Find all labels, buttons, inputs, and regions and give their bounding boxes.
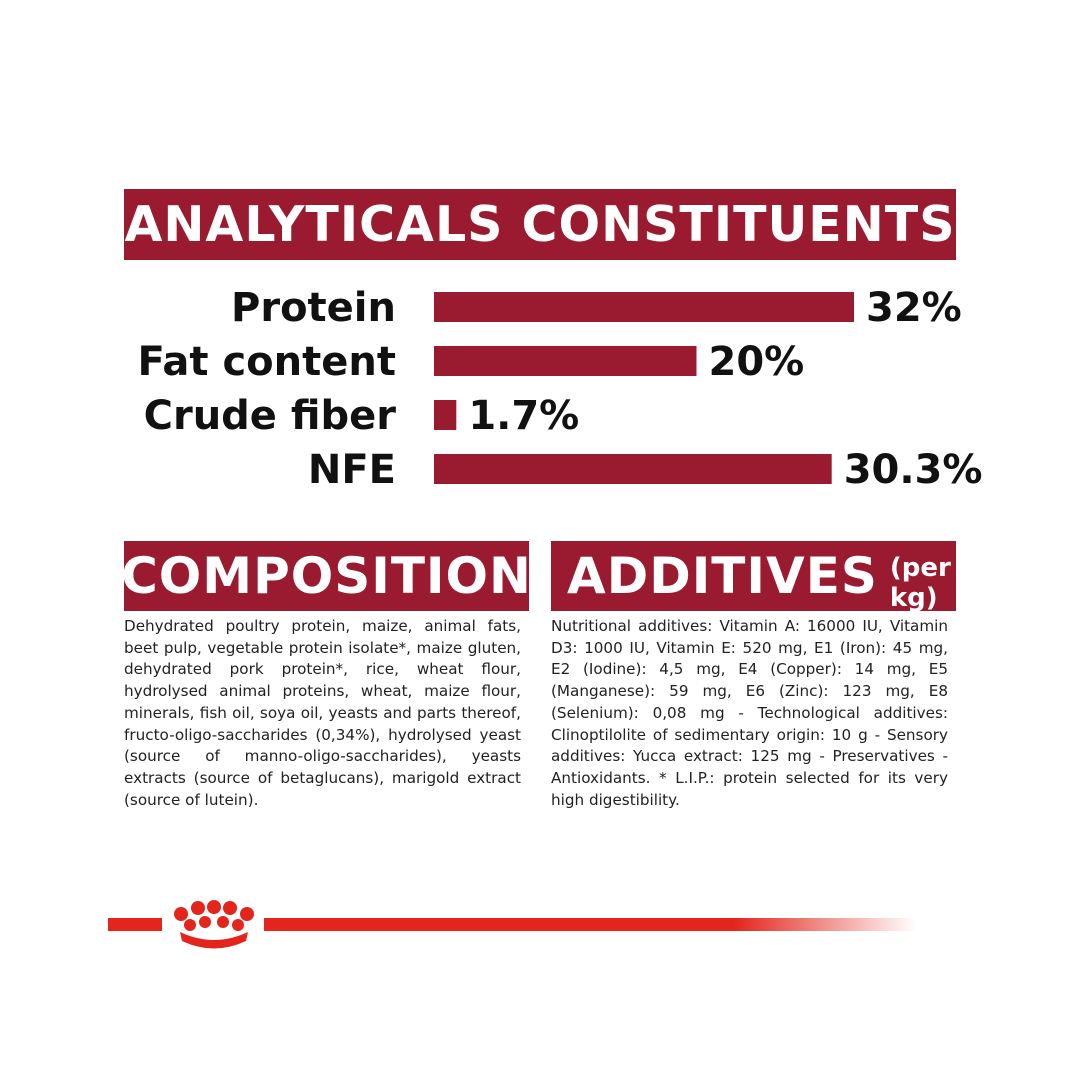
- bar: [434, 400, 456, 430]
- bar: [434, 346, 697, 376]
- category-label: Fat content: [137, 339, 396, 385]
- bar: [434, 454, 832, 484]
- additives-heading-label: ADDITIVES: [567, 547, 878, 605]
- value-label: 30.3%: [843, 447, 983, 493]
- bar: [434, 292, 854, 322]
- composition-heading: COMPOSITION: [124, 541, 529, 611]
- additives-heading-suffix: (per kg): [889, 553, 951, 613]
- value-label: 1.7%: [468, 393, 580, 439]
- value-label: 20%: [708, 339, 805, 385]
- analytical-constituents-chart: [0, 0, 1080, 520]
- footer-line-left: [108, 918, 162, 931]
- category-label: NFE: [307, 447, 396, 493]
- analytical-constituents-title: ANALYTICALS CONSTITUENTS: [124, 189, 956, 260]
- value-label: 32%: [866, 285, 962, 331]
- footer-line-right: [264, 918, 916, 931]
- composition-text: Dehydrated poultry protein, maize, animal fats, beet pulp, vegetable protein isolate*, maize gluten, dehydrated pork protein*, rice, wheat flour, hydrolysed animal proteins, wheat, maize flour, minerals, fish oil, soya oil, yeasts and parts thereof, fructo-oligo-saccharides (0,34%), hydrolysed yeast (source of manno-oligo-saccharides), yeasts extracts (source of betaglucans), marigold extract (source of lutein).: [124, 617, 521, 809]
- category-label: Crude fiber: [143, 393, 396, 439]
- additives-text: Nutritional additives: Vitamin A: 16000 IU, Vitamin D3: 1000 IU, Vitamin E: 520 mg, E1 (Iron): 45 mg, E2 (Iodine): 4,5 mg, E4 (Copper): 14 mg, E5 (Manganese): 59 mg, E6 (Zinc): 123 mg, E8 (Selenium): 0,08 mg - Technological additives: Clinoptilolite of sedimentary origin: 10 g - Sensory additives: Yucca extract: 125 mg - Preservatives - Antioxidants. * L.I.P.: protein selected for its very high digestibility.: [551, 617, 948, 809]
- crown-icon: [174, 900, 254, 949]
- category-label: Protein: [231, 285, 396, 331]
- additives-heading: [551, 541, 956, 611]
